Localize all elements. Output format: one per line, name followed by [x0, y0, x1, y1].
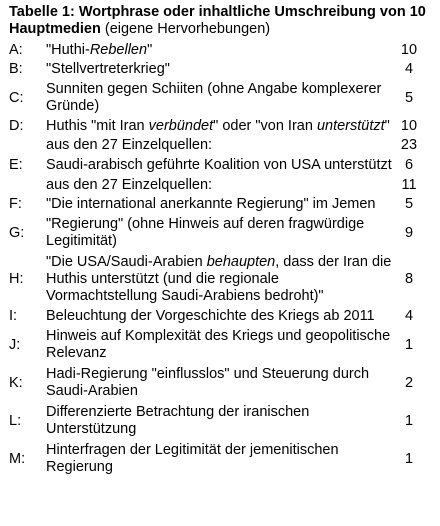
- table-row: [9, 79, 426, 117]
- row-text-emphasis: behaupten: [206, 254, 276, 270]
- row-label: J:: [9, 336, 21, 353]
- row-label: H:: [9, 271, 24, 287]
- row-label: D:: [9, 118, 24, 134]
- row-text: Sunniten gegen Schiiten (ohne Angabe komplexerer Gründe): [46, 81, 382, 114]
- row-text-part: " oder "von Iran: [213, 118, 317, 134]
- table-row: [9, 117, 426, 136]
- row-count: 6: [404, 157, 414, 173]
- table-row: [9, 195, 426, 214]
- table-row: [9, 364, 426, 402]
- row-count: 10: [400, 42, 418, 58]
- table-caption-note: (eigene Hervorhebungen): [100, 21, 271, 37]
- row-count: 4: [404, 308, 414, 324]
- row-text-part: Huthis "mit Iran: [46, 118, 149, 134]
- row-count: 4: [404, 61, 414, 77]
- phrase-table: [9, 41, 426, 478]
- table-row: [9, 41, 426, 60]
- row-label: I:: [9, 308, 18, 324]
- row-label: M:: [9, 450, 26, 467]
- row-text: "Die international anerkannte Regierung" im Jemen: [46, 196, 376, 212]
- table-row: [9, 214, 426, 252]
- row-label: [9, 136, 46, 155]
- row-text-part: ": [384, 118, 390, 134]
- table-row: [9, 136, 426, 155]
- row-text: aus den 27 Einzelquellen:: [46, 137, 213, 153]
- row-count: 5: [404, 196, 414, 212]
- table-caption-bold: Tabelle 1: Wortphrase oder inhaltliche Umschreibung von 10 Hauptmedien: [9, 4, 426, 37]
- row-label: A:: [9, 42, 23, 58]
- table-row: [9, 252, 426, 307]
- row-text: Saudi-arabisch geführte Koalition von USA unterstützt: [46, 157, 392, 173]
- row-label: G:: [9, 224, 25, 241]
- table-row: [9, 307, 426, 326]
- row-text: Hadi-Regierung "einflusslos" und Steuerung durch Saudi-Arabien: [46, 366, 370, 399]
- row-text: [46, 117, 392, 136]
- row-count: 23: [400, 137, 418, 153]
- row-text-part: , dass der Iran die Huthis unterstützt (und die regionale Vormachtstellung Saudi-Arabiens bedroht)": [46, 254, 392, 304]
- row-label: K:: [9, 374, 23, 391]
- row-text-part: ": [147, 42, 153, 58]
- row-text: "Regierung" (ohne Hinweis auf deren fragwürdige Legitimität): [46, 216, 365, 249]
- row-count: 2: [404, 374, 414, 391]
- row-label: [9, 176, 46, 195]
- table-row: [9, 155, 426, 176]
- row-text-part: "Die USA/Saudi-Arabien: [46, 254, 207, 270]
- row-text-emphasis: unterstützt: [316, 118, 385, 134]
- table-caption: [9, 4, 426, 38]
- row-label: B:: [9, 61, 23, 77]
- table-row: [9, 60, 426, 79]
- row-text: "Stellvertreterkrieg": [46, 61, 170, 77]
- row-text-emphasis: verbündet: [148, 118, 214, 134]
- row-text: [46, 41, 392, 60]
- row-text: Differenzierte Betrachtung der iranischen Unterstützung: [46, 404, 310, 437]
- table-row: [9, 176, 426, 195]
- row-count: 5: [404, 89, 414, 106]
- row-count: 10: [400, 118, 418, 134]
- row-label: C:: [9, 89, 24, 106]
- row-text-emphasis: Rebellen: [89, 42, 148, 58]
- row-text: Hinterfragen der Legitimität der jemenitischen Regierung: [46, 442, 339, 475]
- row-count: 9: [404, 224, 414, 241]
- table-row: [9, 440, 426, 478]
- row-text: Beleuchtung der Vorgeschichte des Kriegs ab 2011: [46, 308, 375, 324]
- row-count: 1: [404, 450, 414, 467]
- row-count: 1: [404, 412, 414, 429]
- row-text: aus den 27 Einzelquellen:: [46, 177, 213, 193]
- table-row: [9, 326, 426, 364]
- row-text: Hinweis auf Komplexität des Kriegs und geopolitische Relevanz: [46, 328, 391, 361]
- row-count: 1: [404, 336, 414, 353]
- row-count: 8: [404, 271, 414, 287]
- row-text: [46, 252, 392, 307]
- row-label: L:: [9, 412, 22, 429]
- table-row: [9, 402, 426, 440]
- row-text-part: "Huthi-: [46, 42, 90, 58]
- row-label: F:: [9, 196, 22, 212]
- row-label: E:: [9, 157, 23, 173]
- row-count: 11: [401, 177, 417, 193]
